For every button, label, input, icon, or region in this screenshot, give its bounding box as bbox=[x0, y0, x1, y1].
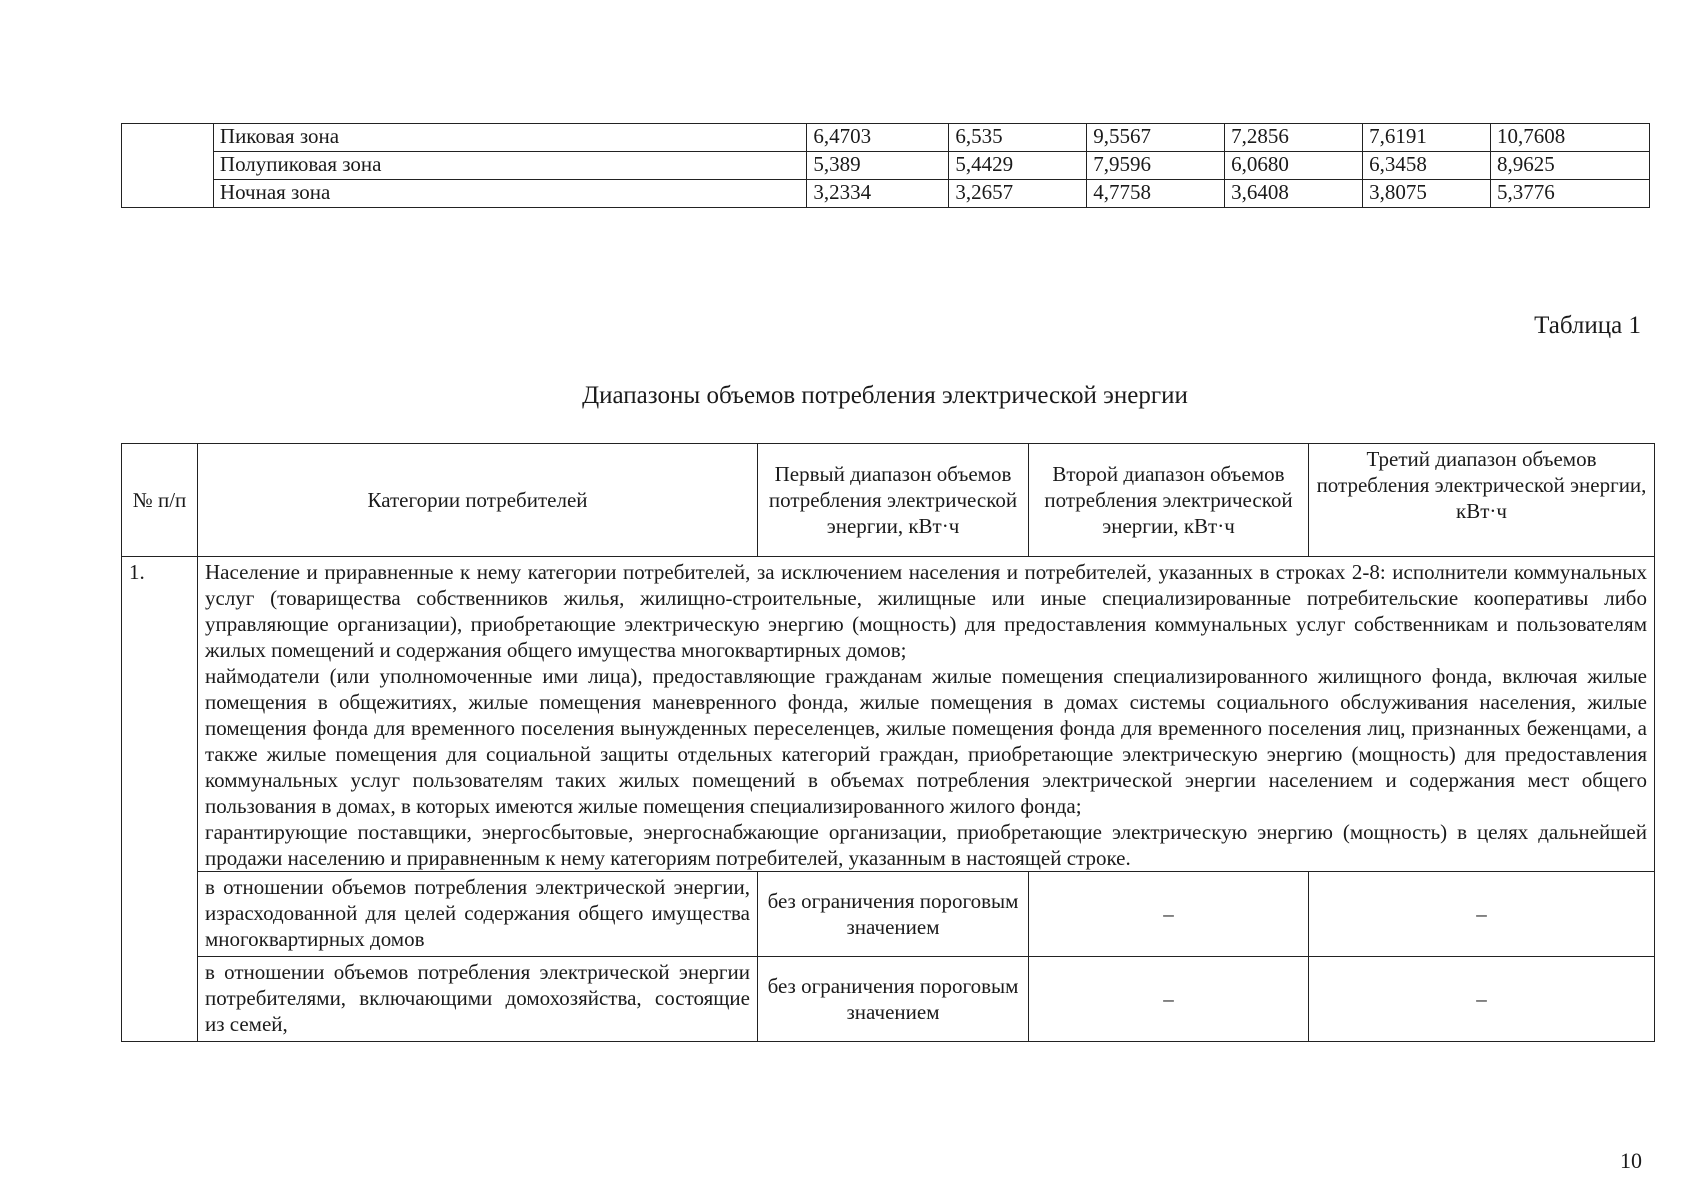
header-range1: Первый диапазон объемов потребления электрической энергии, кВт·ч bbox=[758, 444, 1029, 557]
zone-value: 7,9596 bbox=[1087, 152, 1225, 180]
zone-value: 3,6408 bbox=[1225, 180, 1363, 208]
zone-value: 5,389 bbox=[807, 152, 949, 180]
subrow-range1: без ограничения пороговым значением bbox=[758, 957, 1029, 1042]
zone-value: 6,3458 bbox=[1363, 152, 1491, 180]
table-label: Таблица 1 bbox=[1534, 312, 1641, 339]
subrow-text: в отношении объемов потребления электрической энергии, израсходованной для целей содержания общего имущества многоквартирных домов bbox=[198, 872, 758, 957]
zone-value: 3,2334 bbox=[807, 180, 949, 208]
description-paragraph: Население и приравненные к нему категории потребителей, за исключением населения и потребителей, указанных в строках 2-8: исполнители коммунальных услуг (товарищества собственников жилья, жилищно-строительные, жилищные или иные специализированные потребительские кооперативы либо управляющие организации), приобретающие электрическую энергию (мощность) для предоставления коммунальных услуг собственникам и пользователям жилых помещений и содержания общего имущества многоквартирных домов; bbox=[205, 560, 1647, 662]
zone-label: Пиковая зона bbox=[213, 124, 807, 152]
header-range2: Второй диапазон объемов потребления электрической энергии, кВт·ч bbox=[1029, 444, 1309, 557]
table-subrow bbox=[122, 957, 1655, 1042]
zone-row-peak bbox=[122, 124, 1650, 152]
zones-blank-cell bbox=[122, 124, 214, 208]
row-description bbox=[198, 557, 1655, 872]
table-title: Диапазоны объемов потребления электрической энергии bbox=[582, 382, 1188, 409]
zone-value: 6,535 bbox=[949, 124, 1087, 152]
zone-value: 6,0680 bbox=[1225, 152, 1363, 180]
zones-table bbox=[121, 123, 1650, 208]
zone-value: 3,2657 bbox=[949, 180, 1087, 208]
description-paragraph: гарантирующие поставщики, энергосбытовые, энергоснабжающие организации, приобретающие электрическую энергию (мощность) в целях дальнейшей продажи населению и приравненным к нему категориям потребителей, указанным в настоящей строке. bbox=[205, 820, 1647, 870]
header-range3: Третий диапазон объемов потребления электрической энергии, кВт·ч bbox=[1309, 444, 1655, 557]
zone-value: 7,2856 bbox=[1225, 124, 1363, 152]
subrow-text: в отношении объемов потребления электрической энергии потребителями, включающими домохозяйства, состоящие из семей, bbox=[198, 957, 758, 1042]
zone-value: 8,9625 bbox=[1491, 152, 1650, 180]
subrow-range3: – bbox=[1309, 957, 1655, 1042]
description-paragraph: наймодатели (или уполномоченные ими лица), предоставляющие гражданам жилые помещения специализированного жилищного фонда, включая жилые помещения в общежитиях, жилые помещения маневренного фонда, жилые помещения в домах системы социального обслуживания населения, жилые помещения фонда для временного поселения вынужденных переселенцев, жилые помещения фонда для временного поселения лиц, признанных беженцами, а также жилые помещения для социальной защиты отдельных категорий граждан, приобретающие электрическую энергию (мощность) для предоставления коммунальных услуг пользователям таких жилых помещений в объемах потребления электрической энергии населением и содержания мест общего пользования в домах, в которых имеются жилые помещения специализированного жилого фонда; bbox=[205, 664, 1647, 818]
header-num: № п/п bbox=[122, 444, 198, 557]
zone-value: 4,7758 bbox=[1087, 180, 1225, 208]
subrow-range2: – bbox=[1029, 957, 1309, 1042]
page-number: 10 bbox=[1620, 1148, 1642, 1173]
table-subrow bbox=[122, 872, 1655, 957]
table-row bbox=[122, 557, 1655, 872]
zone-value: 7,6191 bbox=[1363, 124, 1491, 152]
subrow-range1: без ограничения пороговым значением bbox=[758, 872, 1029, 957]
subrow-range2: – bbox=[1029, 872, 1309, 957]
zone-value: 3,8075 bbox=[1363, 180, 1491, 208]
subrow-range3: – bbox=[1309, 872, 1655, 957]
zone-label: Ночная зона bbox=[213, 180, 807, 208]
zone-row-semipeak bbox=[122, 152, 1650, 180]
consumption-ranges-table bbox=[121, 443, 1655, 1042]
zone-value: 5,3776 bbox=[1491, 180, 1650, 208]
zone-row-night bbox=[122, 180, 1650, 208]
zone-value: 10,7608 bbox=[1491, 124, 1650, 152]
row-number: 1. bbox=[122, 557, 198, 1042]
zone-value: 6,4703 bbox=[807, 124, 949, 152]
zone-value: 9,5567 bbox=[1087, 124, 1225, 152]
zone-value: 5,4429 bbox=[949, 152, 1087, 180]
zone-label: Полупиковая зона bbox=[213, 152, 807, 180]
header-category: Категории потребителей bbox=[198, 444, 758, 557]
header-row bbox=[122, 444, 1655, 557]
